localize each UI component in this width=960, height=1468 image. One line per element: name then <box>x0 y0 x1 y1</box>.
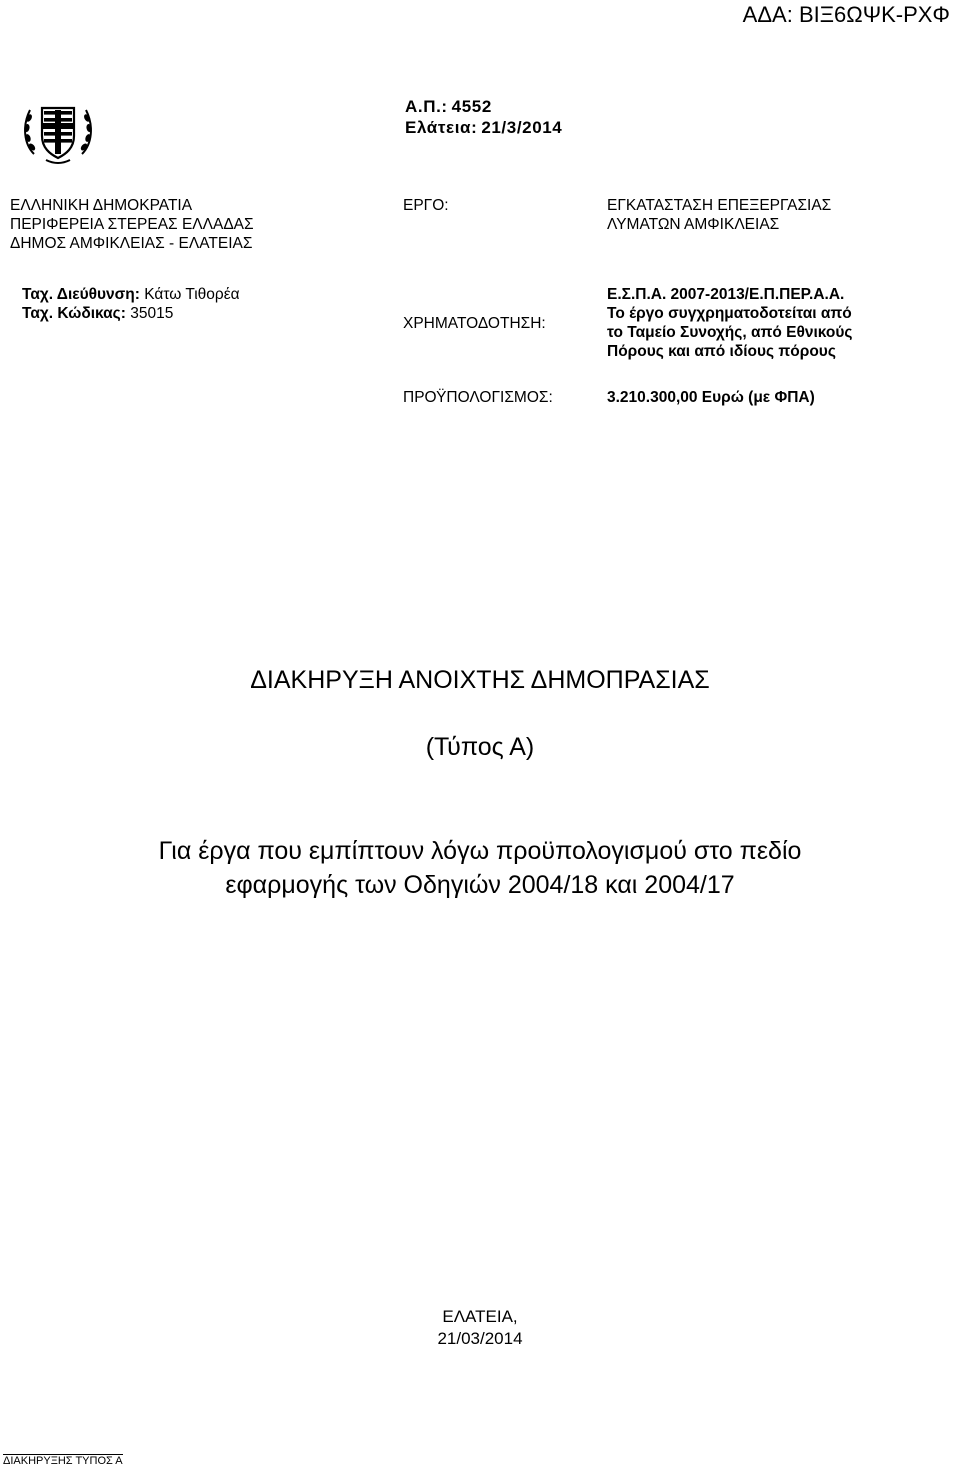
project-title <box>607 196 907 234</box>
street-line <box>22 285 240 304</box>
street-value: Κάτω Τιθορέα <box>144 286 240 303</box>
page-footer: ΔΙΑΚΗΡΥΞΗΣ ΤΥΠΟΣ Α <box>3 1455 123 1467</box>
protocol-number-label: Α.Π.: <box>405 97 448 116</box>
document-scope <box>0 834 960 902</box>
scope-line: εφαρμογής των Οδηγιών 2004/18 και 2004/17 <box>225 871 735 899</box>
protocol-date-line <box>405 117 562 138</box>
ada-header: ΑΔΑ: ΒΙΞ6ΩΨΚ-ΡΧΦ <box>742 2 950 27</box>
zip-line <box>22 304 240 323</box>
greek-state-emblem-icon <box>20 96 96 166</box>
document-title: ΔΙΑΚΗΡΥΞΗ ΑΝΟΙΧΤΗΣ ΔΗΜΟΠΡΑΣΙΑΣ <box>250 666 710 694</box>
funding-line: το Ταμείο Συνοχής, από Εθνικούς <box>607 324 853 341</box>
issuing-authority <box>10 196 254 253</box>
authority-line: ΔΗΜΟΣ ΑΜΦΙΚΛΕΙΑΣ - ΕΛΑΤΕΙΑΣ <box>10 235 253 252</box>
protocol-date: 21/3/2014 <box>481 118 563 137</box>
place-date <box>0 1306 960 1350</box>
protocol-date-label: Ελάτεια: <box>405 118 478 137</box>
scope-line: Για έργα που εμπίπτουν λόγω προϋπολογισμού στο πεδίο <box>158 837 802 865</box>
funding-line: Πόρους και από ιδίους πόρους <box>607 343 836 360</box>
document-type: (Τύπος Α) <box>425 733 535 761</box>
funding-label: ΧΡΗΜΑΤΟΔΟΤΗΣΗ: <box>403 315 546 332</box>
postal-address <box>22 285 240 323</box>
budget-value: 3.210.300,00 Ευρώ (με ΦΠΑ) <box>607 389 815 406</box>
project-title-line: ΛΥΜΑΤΩΝ ΑΜΦΙΚΛΕΙΑΣ <box>607 216 780 233</box>
street-label: Ταχ. Διεύθυνση: <box>22 286 140 303</box>
issue-date: 21/03/2014 <box>437 1329 523 1348</box>
authority-line: ΕΛΛΗΝΙΚΗ ΔΗΜΟΚΡΑΤΙΑ <box>10 197 193 214</box>
protocol-block <box>405 96 562 138</box>
project-title-line: ΕΓΚΑΤΑΣΤΑΣΗ ΕΠΕΞΕΡΓΑΣΙΑΣ <box>607 197 832 214</box>
budget-label: ΠΡΟΫΠΟΛΟΓΙΣΜΟΣ: <box>403 389 553 406</box>
funding-details <box>607 285 927 361</box>
funding-line: Ε.Σ.Π.Α. 2007-2013/Ε.Π.ΠΕΡ.Α.Α. <box>607 286 845 303</box>
place: ΕΛΑΤΕΙΑ, <box>442 1307 518 1326</box>
zip-label: Ταχ. Κώδικας: <box>22 305 126 322</box>
funding-line: Το έργο συγχρηματοδοτείται από <box>607 305 852 322</box>
protocol-number-line <box>405 96 562 117</box>
authority-line: ΠΕΡΙΦΕΡΕΙΑ ΣΤΕΡΕΑΣ ΕΛΛΑΔΑΣ <box>10 216 254 233</box>
protocol-number: 4552 <box>451 97 492 116</box>
project-label: ΕΡΓΟ: <box>403 197 449 214</box>
zip-value: 35015 <box>130 305 174 322</box>
